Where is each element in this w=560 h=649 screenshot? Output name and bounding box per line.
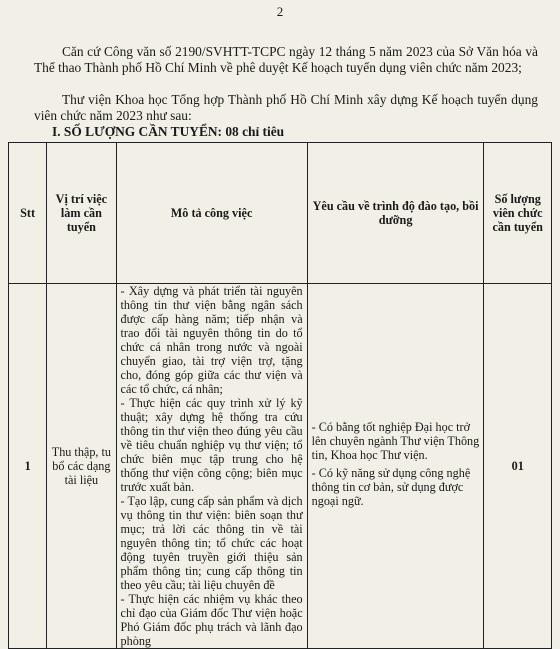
cell-count: 01 <box>484 284 552 649</box>
page-number: 2 <box>276 4 284 19</box>
header-stt: Stt <box>9 143 47 284</box>
cell-position: Thu thập, tu bổ các dạng tài liệu <box>47 284 116 649</box>
table-header-row <box>9 143 552 284</box>
paragraph-legal-basis: Căn cứ Công văn số 2190/SVHTT-TCPC ngày 12 tháng 5 năm 2023 của Sở Văn hóa và Thể thao Thành phố Hồ Chí Minh về phê duyệt Kế hoạch tuyển dụng viên chức năm 2023; <box>34 44 538 75</box>
header-position: Vị trí việc làm cần tuyển <box>47 143 116 284</box>
requirement-item: - Có kỹ năng sử dụng công nghệ thông tin cơ bản, sử dụng được ngoại ngữ. <box>311 466 471 508</box>
requirement-item: - Có bằng tốt nghiệp Đại học trở lên chuyên ngành Thư viện Thông tin, Khoa học Thư viện. <box>311 420 480 462</box>
header-count: Số lượng viên chức cần tuyển <box>484 143 552 284</box>
cell-description <box>116 284 307 649</box>
description-item: - Thực hiện các quy trình xử lý kỹ thuật; xây dựng hệ thống tra cứu thông tin thư viện theo đúng yêu cầu về tiêu chuẩn nghiệp vụ thư viện; tổ chức biên mục tập trung cho hệ thống thư viện công cộng; biên mục trước xuất bản. <box>120 396 303 494</box>
description-item: - Xây dựng và phát triển tài nguyên thông tin thư viện bằng ngân sách được cấp hàng năm; tiếp nhận và trao đổi tài nguyên thông tin do tổ chức cá nhân trong nước và ngoài chuyển giao, tài trợ viện trợ, tặng cho, đóng góp giữa các thư viện và các tổ chức, cá nhân; <box>120 284 303 396</box>
description-item: - Thực hiện các nhiệm vụ khác theo chỉ đạo của Giám đốc Thư viện hoặc Phó Giám đốc phụ trách và lãnh đạo phòng <box>120 592 303 648</box>
cell-stt: 1 <box>9 284 47 649</box>
header-description: Mô tả công việc <box>116 143 307 284</box>
paragraph-plan-intro: Thư viện Khoa học Tổng hợp Thành phố Hồ Chí Minh xây dựng Kế hoạch tuyển dụng viên chức năm 2023 như sau: <box>34 92 538 123</box>
section-heading: I. SỐ LƯỢNG CẦN TUYỂN: 08 chỉ tiêu <box>52 124 285 139</box>
table-row <box>9 284 552 649</box>
recruitment-table <box>8 142 552 649</box>
description-item: - Tạo lập, cung cấp sản phẩm và dịch vụ thông tin thư viện: biên soạn thư mục; trả lời các thông tin về tài nguyên thông tin; tổ chức các hoạt động tuyên truyền giới thiệu sản phẩm thông tin; cung cấp thông tin theo yêu cầu; tài liệu chuyên đề <box>120 494 303 592</box>
cell-requirements <box>307 284 484 649</box>
header-requirements: Yêu cầu về trình độ đào tạo, bồi dưỡng <box>307 143 484 284</box>
